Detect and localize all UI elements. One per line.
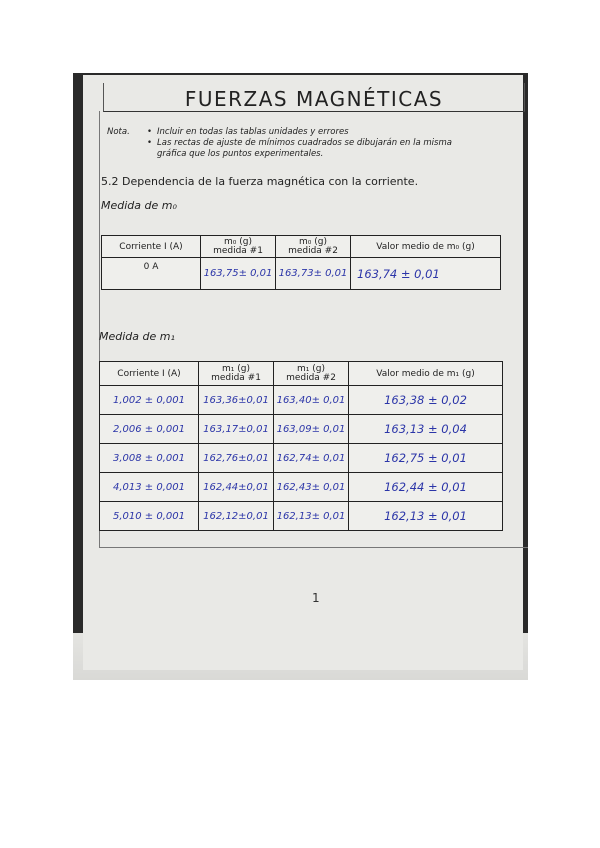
nota-label: Nota. bbox=[107, 127, 130, 137]
cell-m2: 163,73± 0,01 bbox=[276, 258, 351, 290]
table-row bbox=[100, 386, 503, 415]
m0-table bbox=[101, 235, 501, 290]
section-heading: 5.2 Dependencia de la fuerza magnética con la corriente. bbox=[101, 175, 419, 188]
cell-m1: 163,75± 0,01 bbox=[201, 258, 276, 290]
cell-current: 4,013 ± 0,001 bbox=[100, 473, 199, 502]
header-measure-1 bbox=[199, 362, 274, 386]
table-row bbox=[100, 502, 503, 531]
cell-m1: 163,36±0,01 bbox=[199, 386, 274, 415]
m1-table bbox=[99, 361, 503, 531]
title-box bbox=[103, 83, 525, 112]
header-measure-2 bbox=[274, 362, 349, 386]
header-mean: Valor medio de m₁ (g) bbox=[349, 362, 503, 386]
cell-mean: 162,44 ± 0,01 bbox=[349, 473, 503, 502]
table-row bbox=[100, 415, 503, 444]
cell-mean: 162,75 ± 0,01 bbox=[349, 444, 503, 473]
header-unit: m₀ (g) bbox=[224, 236, 252, 247]
cell-mean: 162,13 ± 0,01 bbox=[349, 502, 503, 531]
cell-current: 2,006 ± 0,001 bbox=[100, 415, 199, 444]
header-measure-1 bbox=[201, 236, 276, 258]
cell-m2: 162,74± 0,01 bbox=[274, 444, 349, 473]
cell-mean: 163,74 ± 0,01 bbox=[351, 258, 501, 290]
nota-item: • Incluir en todas las tablas unidades y errores bbox=[145, 127, 525, 138]
header-current: Corriente I (A) bbox=[102, 236, 201, 258]
cell-current: 0 A bbox=[102, 258, 201, 290]
cell-m2: 162,13± 0,01 bbox=[274, 502, 349, 531]
cell-current: 1,002 ± 0,001 bbox=[100, 386, 199, 415]
header-sub: medida #1 bbox=[211, 372, 261, 383]
cell-m2: 163,40± 0,01 bbox=[274, 386, 349, 415]
nota-item-continuation: gráfica que los puntos experimentales. bbox=[157, 149, 324, 159]
cell-m2: 162,43± 0,01 bbox=[274, 473, 349, 502]
page-title: FUERZAS MAGNÉTICAS bbox=[184, 87, 444, 111]
table-row bbox=[100, 473, 503, 502]
cell-m1: 162,12±0,01 bbox=[199, 502, 274, 531]
header-measure-2 bbox=[276, 236, 351, 258]
table-row bbox=[100, 444, 503, 473]
nota-item: • Las rectas de ajuste de mínimos cuadrados se dibujarán en la misma bbox=[145, 138, 525, 149]
header-sub: medida #2 bbox=[286, 372, 336, 383]
m0-label: Medida de m₀ bbox=[101, 199, 177, 212]
cell-m1: 163,17±0,01 bbox=[199, 415, 274, 444]
header-sub: medida #2 bbox=[288, 245, 338, 256]
cell-m1: 162,76±0,01 bbox=[199, 444, 274, 473]
cell-current: 3,008 ± 0,001 bbox=[100, 444, 199, 473]
cell-mean: 163,38 ± 0,02 bbox=[349, 386, 503, 415]
page-number: 1 bbox=[312, 591, 320, 605]
header-unit: m₁ (g) bbox=[222, 363, 250, 374]
cell-mean: 163,13 ± 0,04 bbox=[349, 415, 503, 444]
cell-current: 5,010 ± 0,001 bbox=[100, 502, 199, 531]
header-mean: Valor medio de m₀ (g) bbox=[351, 236, 501, 258]
cell-m2: 163,09± 0,01 bbox=[274, 415, 349, 444]
header-current: Corriente I (A) bbox=[100, 362, 199, 386]
paper-sheet bbox=[83, 75, 523, 670]
header-sub: medida #1 bbox=[213, 245, 263, 256]
header-unit: m₀ (g) bbox=[299, 236, 327, 247]
cell-m1: 162,44±0,01 bbox=[199, 473, 274, 502]
table-row bbox=[102, 258, 501, 290]
m1-label: Medida de m₁ bbox=[99, 330, 175, 343]
header-unit: m₁ (g) bbox=[297, 363, 325, 374]
document-photo bbox=[73, 73, 528, 680]
